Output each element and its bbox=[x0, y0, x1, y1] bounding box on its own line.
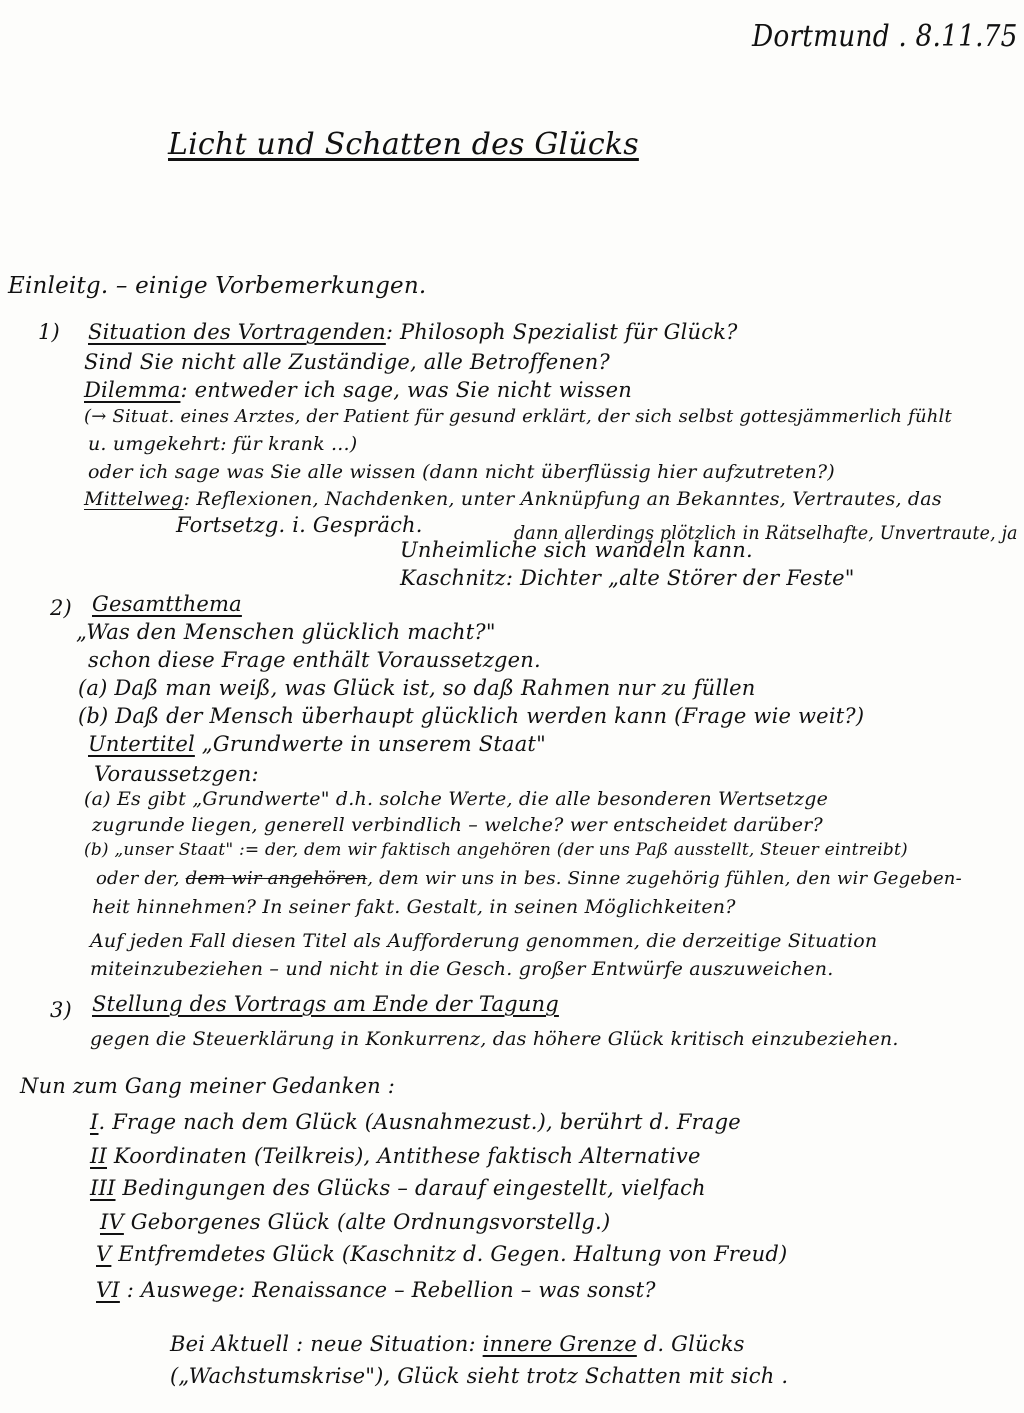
section2-label: Gesamtthema bbox=[92, 592, 242, 616]
outline-item bbox=[100, 1212, 610, 1233]
section1-question: : Philosoph Spezialist für Glück? bbox=[385, 320, 738, 344]
mittelweg-label: Mittelweg bbox=[84, 488, 184, 510]
aktuell-line1: Bei Aktuell : neue Situation: innere Grenze d. Glücks bbox=[170, 1332, 745, 1356]
section2-number: 2) bbox=[50, 596, 72, 620]
outline-num-3: III bbox=[90, 1176, 116, 1200]
section2-b: (b) Daß der Mensch überhaupt glücklich werden kann (Frage wie weit?) bbox=[78, 704, 865, 728]
outline-text-4: Geborgenes Glück (alte Ordnungsvorstellg.) bbox=[130, 1210, 611, 1234]
section1-line2: Sind Sie nicht alle Zuständige, alle Betroffenen? bbox=[84, 350, 610, 374]
section2-va1: (a) Es gibt „Grundwerte" d.h. solche Werte, die alle besonderen Wertsetzge bbox=[84, 788, 829, 810]
outline-num-6: VI bbox=[96, 1278, 120, 1302]
section1-line6: oder ich sage was Sie alle wissen (dann nicht überflüssig hier aufzutreten?) bbox=[88, 461, 835, 483]
section2-voraus: Voraussetzgen: bbox=[94, 762, 259, 786]
dilemma-label: Dilemma bbox=[84, 378, 181, 402]
page-title bbox=[168, 127, 639, 162]
mittelweg-text: : Reflexionen, Nachdenken, unter Anknüpfung an Bekanntes, Vertrautes, das bbox=[183, 488, 942, 510]
section2-quote: „Was den Menschen glücklich macht?" bbox=[76, 620, 496, 644]
outline-text-1: Frage nach dem Glück (Ausnahmezust.), berührt d. Frage bbox=[112, 1110, 741, 1134]
outline-num-5: V bbox=[96, 1242, 112, 1266]
section3-line2: gegen die Steuerklärung in Konkurrenz, das höhere Glück kritisch einzubeziehen. bbox=[90, 1028, 899, 1050]
section1-line9: Unheimliche sich wandeln kann. bbox=[400, 538, 753, 562]
outline-item bbox=[96, 1244, 787, 1265]
vb2-post: , dem wir uns in bes. Sinne zugehörig fühlen, den wir Gegeben- bbox=[367, 868, 962, 889]
section1-line8a: Fortsetzg. i. Gespräch. bbox=[176, 513, 423, 537]
untertitel-text: „Grundwerte in unserem Staat" bbox=[201, 732, 546, 756]
outline-text-2: Koordinaten (Teilkreis), Antithese faktisch Alternative bbox=[113, 1144, 701, 1168]
section1-number: 1) bbox=[38, 320, 60, 344]
section1-line3 bbox=[84, 380, 632, 401]
section2-vb3: heit hinnehmen? In seiner fakt. Gestalt, in seinen Möglichkeiten? bbox=[92, 896, 736, 918]
outline-num-1: I bbox=[90, 1110, 99, 1134]
section2-label-line bbox=[92, 594, 242, 615]
dilemma-text: : entweder ich sage, was Sie nicht wissen bbox=[180, 378, 632, 402]
outline-text-3: Bedingungen des Glücks – darauf eingestellt, vielfach bbox=[122, 1176, 706, 1200]
section2-vb2 bbox=[96, 870, 962, 888]
section2-line2: schon diese Frage enthält Voraussetzgen. bbox=[88, 648, 541, 672]
date-line: Dortmund . 8.11.75 bbox=[752, 19, 1018, 54]
section1-line8b: dann allerdings plötzlich in Rätselhafte, Unvertraute, ja bbox=[514, 522, 1018, 544]
aktuell-underlined: innere Grenze bbox=[482, 1332, 637, 1356]
untertitel-label: Untertitel bbox=[88, 732, 195, 756]
section2-a: (a) Daß man weiß, was Glück ist, so daß Rahmen nur zu füllen bbox=[78, 676, 756, 700]
section1-label: Situation des Vortragenden bbox=[88, 320, 386, 344]
section1-line4: (→ Situat. eines Arztes, der Patient für gesund erklärt, der sich selbst gottesjämmerlich fühlt bbox=[84, 406, 952, 427]
section3-label-line bbox=[92, 994, 559, 1015]
title-underlined: Licht und Schatten des Glücks bbox=[168, 127, 639, 162]
outline-item bbox=[90, 1146, 701, 1167]
section2-untertitel-line bbox=[88, 734, 546, 755]
outline-num-4: IV bbox=[100, 1210, 124, 1234]
outline-item bbox=[96, 1280, 656, 1301]
vb2-strike: dem wir angehören bbox=[185, 868, 368, 889]
intro-heading: Einleitg. – einige Vorbemerkungen. bbox=[8, 273, 427, 299]
section3-label: Stellung des Vortrags am Ende der Tagung bbox=[92, 992, 559, 1016]
section1-line5: u. umgekehrt: für krank ...) bbox=[88, 433, 358, 455]
outline-item bbox=[90, 1178, 706, 1199]
outline-item: I. Frage nach dem Glück (Ausnahmezust.), berührt d. Frage bbox=[90, 1110, 741, 1134]
section2-va2: zugrunde liegen, generell verbindlich – welche? wer entscheidet darüber? bbox=[92, 814, 823, 836]
section2-vb1: (b) „unser Staat" := der, dem wir faktisch angehören (der uns Paß ausstellt, Steuer eintreibt) bbox=[84, 840, 908, 860]
outline-text-5: Entfremdetes Glück (Kaschnitz d. Gegen. Haltung von Freud) bbox=[118, 1242, 788, 1266]
outline-num-2: II bbox=[90, 1144, 107, 1168]
section2-auf2: miteinzubeziehen – und nicht in die Gesch. großer Entwürfe auszuweichen. bbox=[90, 958, 834, 980]
section1-line10: Kaschnitz: Dichter „alte Störer der Feste" bbox=[400, 566, 855, 590]
outline-heading: Nun zum Gang meiner Gedanken : bbox=[20, 1074, 396, 1098]
vb2-pre: oder der, bbox=[96, 868, 180, 889]
section1-line1 bbox=[88, 322, 738, 343]
section1-line7 bbox=[84, 490, 942, 509]
aktuell-line2: („Wachstumskrise"), Glück sieht trotz Schatten mit sich . bbox=[170, 1364, 789, 1388]
section2-auf1: Auf jeden Fall diesen Titel als Aufforderung genommen, die derzeitige Situation bbox=[90, 930, 878, 952]
outline-text-6: : Auswege: Renaissance – Rebellion – was sonst? bbox=[126, 1278, 656, 1302]
section3-number: 3) bbox=[50, 998, 72, 1022]
